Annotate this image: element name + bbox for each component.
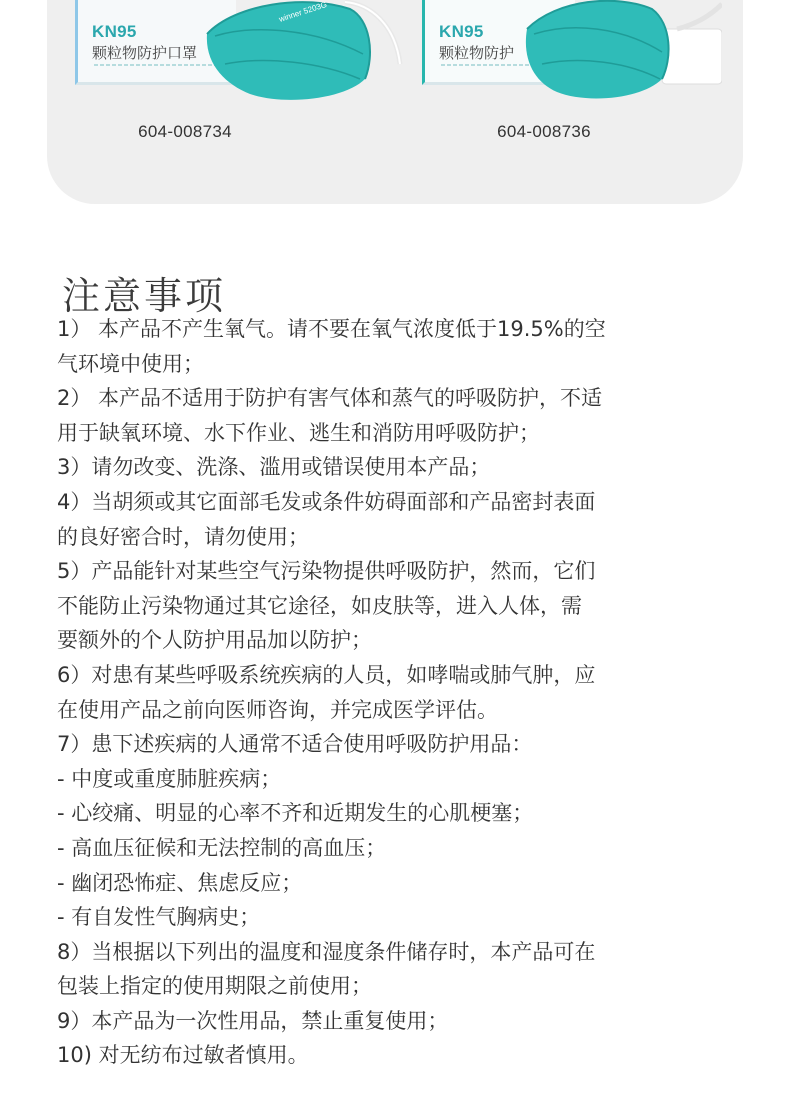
note-line: - 高血压征候和无法控制的高血压； — [57, 835, 387, 860]
note-line: - 有自发性气胸病史； — [57, 905, 261, 930]
note-line: 用于缺氧环境、水下作业、逃生和消防用呼吸防护； — [57, 420, 540, 445]
notes-title: 注意事项 — [62, 274, 227, 319]
note-line: 7）患下述疾病的人通常不适合使用呼吸防护用品： — [57, 732, 533, 757]
note-line: 在使用产品之前向医师咨询，并完成医学评估。 — [57, 697, 498, 722]
note-line: 的良好密合时，请勿使用； — [57, 524, 309, 549]
note-line: 5）产品能针对某些空气污染物提供呼吸防护，然而，它们 — [57, 559, 596, 584]
note-line: 2） 本产品不适用于防护有害气体和蒸气的呼吸防护，不适 — [57, 386, 603, 411]
notes-list — [57, 312, 727, 1073]
note-line: - 幽闭恐怖症、焦虑反应； — [57, 870, 303, 895]
note-line: 3）请勿改变、洗涤、滥用或错误使用本产品； — [57, 455, 491, 480]
note-line: 4）当胡须或其它面部毛发或条件妨碍面部和产品密封表面 — [57, 489, 596, 514]
note-line: 要额外的个人防护用品加以防护； — [57, 628, 372, 653]
product-card-2[interactable] — [422, 0, 752, 190]
note-line: 6）对患有某些呼吸系统疾病的人员，如哮喘或肺气肿，应 — [57, 662, 596, 687]
note-line: 不能防止污染物通过其它途径，如皮肤等，进入人体，需 — [57, 593, 582, 618]
product-code-1: 604-008734 — [138, 122, 232, 141]
note-line: 1） 本产品不产生氧气。请不要在氧气浓度低于19.5%的空 — [57, 317, 606, 341]
product-title-1: 颗粒物防护口罩 — [92, 44, 198, 62]
svg-text:winner 5203G: winner 5203G — [277, 0, 328, 24]
note-line: 包装上指定的使用期限之前使用； — [57, 974, 372, 999]
note-line: 9）本产品为一次性用品，禁止重复使用； — [57, 1008, 449, 1033]
mask-image-2 — [512, 0, 722, 109]
product-brand-2: KN95 — [439, 22, 484, 41]
product-title-2: 颗粒物防护 — [439, 44, 515, 62]
mask-image-1 — [195, 0, 405, 109]
note-line: - 中度或重度肺脏疾病； — [57, 766, 282, 791]
product-card-1[interactable] — [75, 0, 405, 190]
product-code-2: 604-008736 — [497, 122, 591, 141]
note-line: 8）当根据以下列出的温度和湿度条件储存时，本产品可在 — [57, 939, 596, 964]
product-brand-1: KN95 — [92, 22, 137, 41]
note-line: 气环境中使用； — [57, 351, 204, 376]
note-line: 10) 对无纺布过敏者慎用。 — [57, 1043, 309, 1068]
note-line: - 心绞痛、明显的心率不齐和近期发生的心肌梗塞； — [57, 801, 534, 826]
